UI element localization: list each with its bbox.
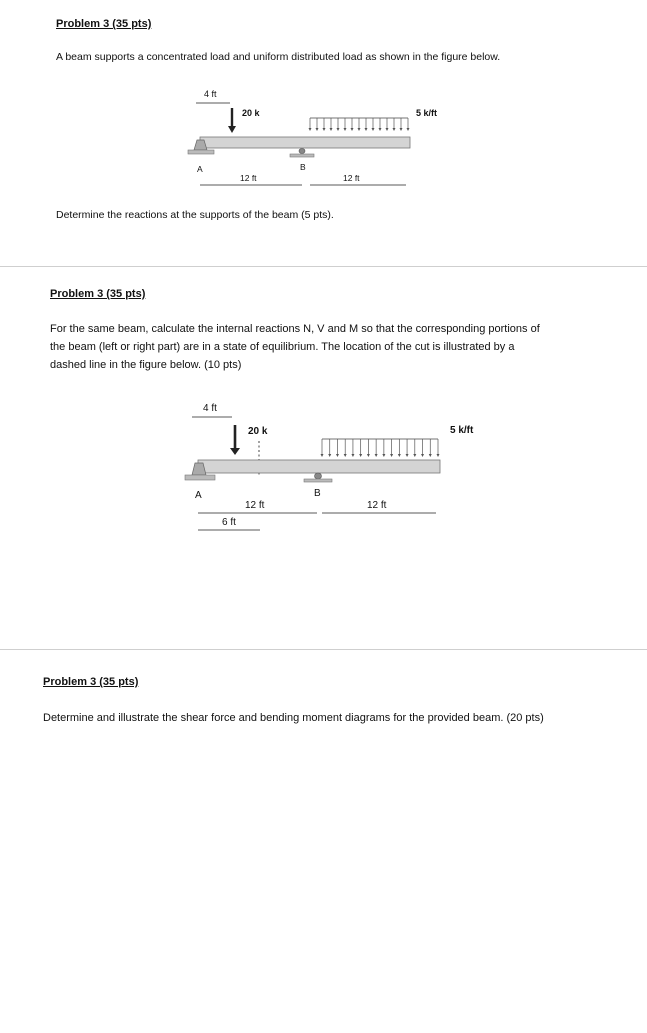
problem-1-question: Determine the reactions at the supports of the beam (5 pts). bbox=[56, 209, 334, 221]
dist-load-label: 5 k/ft bbox=[450, 425, 474, 436]
point-load-label: 20 k bbox=[248, 426, 268, 437]
dim-4ft-label: 4 ft bbox=[203, 403, 217, 414]
distributed-load-arrows-icon bbox=[309, 118, 410, 131]
problem-1-section bbox=[0, 0, 647, 266]
problem-2-text-line-2: the beam (left or right part) are in a state of equilibrium. The location of the cut is illustrated by a bbox=[50, 341, 515, 353]
problem-1-text: A beam supports a concentrated load and uniform distributed load as shown in the figure below. bbox=[56, 51, 501, 63]
problem-2-text-line-3: dashed line in the figure below. (10 pts) bbox=[50, 359, 242, 371]
problem-3-section bbox=[0, 650, 647, 1033]
problem-2-heading: Problem 3 (35 pts) bbox=[50, 288, 146, 300]
dim-4ft-label: 4 ft bbox=[204, 89, 217, 99]
problem-2-text-line-1: For the same beam, calculate the internal reactions N, V and M so that the corresponding portions of bbox=[50, 323, 540, 335]
problem-2-section bbox=[0, 267, 647, 649]
beam-figure-2 bbox=[180, 397, 490, 537]
beam-figure-1 bbox=[180, 84, 438, 194]
roller-support-b-icon bbox=[304, 473, 332, 482]
support-b-label: B bbox=[314, 488, 321, 499]
dist-load-label: 5 k/ft bbox=[416, 108, 438, 118]
problem-2-text bbox=[50, 320, 540, 374]
point-load-label: 20 k bbox=[242, 108, 260, 118]
support-b-label: B bbox=[300, 162, 306, 172]
point-load-arrow-icon bbox=[228, 108, 236, 133]
distributed-load-arrows-icon bbox=[321, 439, 440, 457]
cut-dim-label: 6 ft bbox=[222, 517, 236, 528]
problem-3-heading: Problem 3 (35 pts) bbox=[43, 676, 139, 688]
problem-3-text: Determine and illustrate the shear force and bending moment diagrams for the provided beam. (20 pts) bbox=[43, 712, 544, 724]
beam bbox=[200, 137, 410, 148]
point-load-arrow-icon bbox=[230, 425, 240, 455]
span-ab-label: 12 ft bbox=[240, 173, 257, 183]
problem-1-heading: Problem 3 (35 pts) bbox=[56, 18, 152, 30]
span-b-end-label: 12 ft bbox=[367, 500, 387, 511]
beam bbox=[198, 460, 440, 473]
support-a-label: A bbox=[195, 490, 202, 501]
span-ab-label: 12 ft bbox=[245, 500, 265, 511]
support-a-label: A bbox=[197, 164, 203, 174]
roller-support-b-icon bbox=[290, 149, 314, 158]
span-b-end-label: 12 ft bbox=[343, 173, 360, 183]
